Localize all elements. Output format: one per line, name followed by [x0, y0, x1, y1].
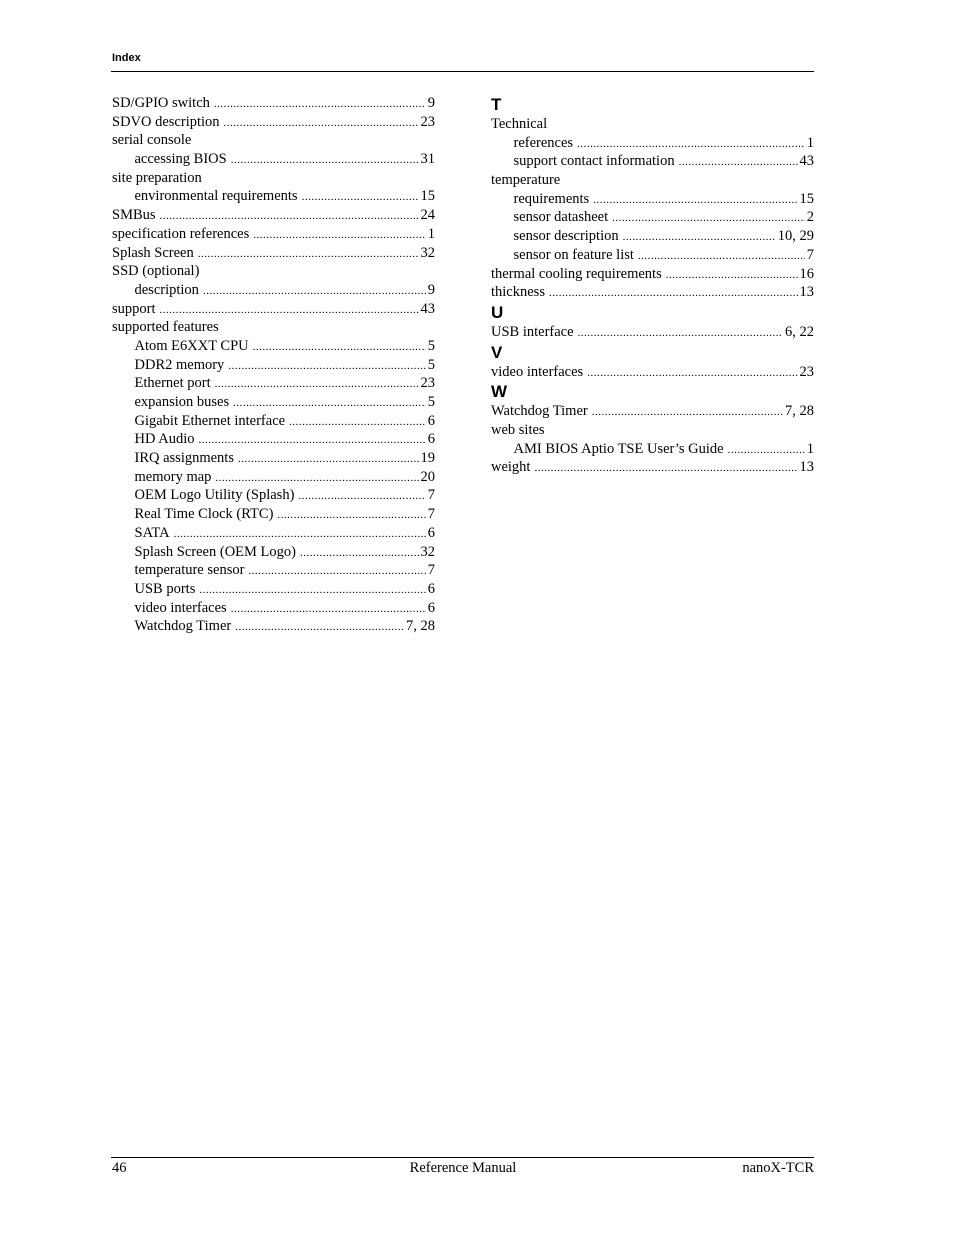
- index-page-ref: 6: [427, 412, 435, 429]
- dot-leader: [728, 441, 805, 460]
- index-subentry: [112, 374, 435, 393]
- index-entry: [112, 113, 435, 132]
- index-subentry: [112, 617, 435, 636]
- index-term: HD Audio: [134, 431, 195, 448]
- index-entry: [491, 458, 814, 477]
- index-subentry: [112, 356, 435, 375]
- index-term: sensor description: [513, 228, 619, 245]
- index-term: temperature sensor: [134, 562, 245, 579]
- dot-leader: [215, 375, 419, 394]
- index-entry: [491, 323, 814, 342]
- index-term: expansion buses: [134, 394, 230, 410]
- index-term: SMBus: [112, 207, 156, 224]
- index-entry: [491, 363, 814, 382]
- index-subentry: [112, 393, 435, 412]
- index-subentry: [112, 580, 435, 599]
- index-page-ref: 24: [420, 207, 435, 224]
- footer-rule: [111, 1157, 814, 1158]
- index-heading-term: temperature: [491, 172, 561, 189]
- index-entry: [491, 402, 814, 421]
- index-entry: [112, 206, 435, 225]
- dot-leader: [248, 562, 425, 581]
- dot-leader: [587, 364, 797, 383]
- index-entry: [112, 300, 435, 319]
- index-subentry: [112, 412, 435, 431]
- dot-leader: [203, 282, 426, 301]
- index-subentry: [491, 440, 814, 459]
- index-subentry: [112, 468, 435, 487]
- index-page-ref: 6: [427, 431, 435, 448]
- index-page-ref: 32: [420, 543, 435, 560]
- index-heading-term: SSD (optional): [112, 263, 200, 280]
- index-entry: [112, 225, 435, 244]
- index-subentry: [112, 337, 435, 356]
- index-term: thermal cooling requirements: [491, 265, 662, 282]
- index-term: specification references: [112, 225, 250, 242]
- index-page-ref: 9: [427, 281, 435, 298]
- index-term: IRQ assignments: [134, 450, 234, 467]
- dot-leader: [623, 228, 776, 247]
- index-subentry: [112, 281, 435, 300]
- index-term: sensor datasheet: [513, 209, 609, 226]
- index-page-ref: 6: [427, 580, 435, 597]
- index-subentry: [491, 190, 814, 209]
- index-page-ref: 23: [799, 363, 814, 380]
- dot-leader: [228, 357, 425, 376]
- index-term: Splash Screen: [112, 244, 194, 261]
- index-subentry: [491, 227, 814, 246]
- index-letter-heading: W: [491, 382, 508, 402]
- dot-leader: [235, 618, 404, 637]
- index-page-ref: 5: [427, 356, 435, 373]
- index-term: weight: [491, 459, 531, 476]
- dot-leader: [277, 506, 425, 525]
- index-subentry: [491, 208, 814, 227]
- index-letter-heading: U: [491, 302, 504, 322]
- dot-leader: [638, 247, 805, 266]
- index-page-ref: 7: [427, 562, 435, 579]
- index-subentry: [112, 505, 435, 524]
- index-page-ref: 7: [806, 246, 814, 263]
- dot-leader: [174, 525, 426, 544]
- index-entry: [112, 244, 435, 263]
- index-page-ref: 6, 22: [785, 323, 814, 340]
- index-page-ref: 16: [799, 265, 814, 282]
- dot-leader: [198, 245, 419, 264]
- dot-leader: [214, 95, 426, 114]
- index-subentry: [112, 524, 435, 543]
- index-entry: [491, 283, 814, 302]
- index-term: USB ports: [134, 580, 196, 597]
- index-page-ref: 9: [427, 95, 435, 111]
- index-page-ref: 32: [420, 244, 435, 261]
- index-page-ref: 6: [427, 599, 435, 616]
- index-subentry: [112, 543, 435, 562]
- index-column-left: [112, 94, 435, 636]
- index-page-ref: 43: [799, 153, 814, 170]
- index-term: video interfaces: [491, 363, 584, 380]
- index-page-ref: 1: [806, 134, 814, 151]
- index-page-ref: 5: [427, 337, 435, 354]
- index-term: memory map: [134, 468, 212, 485]
- index-page-ref: 43: [420, 300, 435, 317]
- index-term: SATA: [134, 524, 170, 541]
- footer-product-name: nanoX-TCR: [742, 1160, 814, 1176]
- index-subentry: [112, 187, 435, 206]
- index-page-ref: 13: [799, 459, 814, 476]
- dot-leader: [253, 338, 426, 357]
- index-page-ref: 7: [427, 506, 435, 523]
- index-page-ref: 1: [427, 225, 435, 242]
- dot-leader: [199, 581, 425, 600]
- index-term: Gigabit Ethernet interface: [134, 412, 286, 429]
- index-subentry: [112, 430, 435, 449]
- dot-leader: [231, 151, 419, 170]
- index-page-ref: 10, 29: [777, 228, 814, 245]
- dot-leader: [199, 431, 426, 450]
- index-term: OEM Logo Utility (Splash): [134, 487, 295, 504]
- index-heading-term: site preparation: [112, 169, 202, 186]
- footer-page-number: 46: [112, 1160, 127, 1176]
- index-subentry: [112, 150, 435, 169]
- index-term: environmental requirements: [134, 188, 298, 205]
- index-term: requirements: [513, 190, 590, 207]
- index-subentry: [112, 449, 435, 468]
- dot-leader: [233, 394, 426, 413]
- dot-leader: [298, 487, 425, 506]
- index-term: references: [513, 134, 574, 151]
- index-term: sensor on feature list: [513, 246, 634, 263]
- index-page-ref: 7: [427, 487, 435, 504]
- index-term: support contact information: [513, 153, 675, 170]
- index-term: Real Time Clock (RTC): [134, 506, 274, 523]
- dot-leader: [224, 114, 419, 133]
- dot-leader: [592, 403, 783, 422]
- index-entry: [112, 94, 435, 113]
- dot-leader: [289, 413, 426, 432]
- index-page-ref: 1: [806, 440, 814, 457]
- dot-leader: [612, 209, 805, 228]
- index-heading-term: Technical: [491, 116, 548, 132]
- dot-leader: [302, 188, 419, 207]
- index-subentry: [112, 599, 435, 618]
- index-subentry: [491, 152, 814, 171]
- dot-leader: [300, 544, 419, 563]
- index-page-ref: 15: [799, 190, 814, 207]
- index-page-ref: 2: [806, 209, 814, 226]
- index-term: video interfaces: [134, 599, 227, 616]
- dot-leader: [238, 450, 419, 469]
- dot-leader: [215, 469, 418, 488]
- dot-leader: [593, 191, 797, 210]
- index-term: Watchdog Timer: [134, 618, 232, 635]
- index-subentry: [491, 134, 814, 153]
- dot-leader: [253, 226, 425, 245]
- index-entry: [491, 265, 814, 284]
- index-term: accessing BIOS: [134, 151, 227, 168]
- footer-manual-title: Reference Manual: [409, 1160, 517, 1176]
- index-term: SDVO description: [112, 113, 220, 130]
- index-page-ref: 5: [427, 394, 435, 410]
- index-term: Splash Screen (OEM Logo): [134, 543, 296, 560]
- index-page-ref: 15: [420, 188, 435, 205]
- dot-leader: [549, 284, 798, 303]
- index-term: Atom E6XXT CPU: [134, 337, 249, 354]
- index-page-ref: 19: [420, 450, 435, 467]
- dot-leader: [160, 207, 419, 226]
- index-page-ref: 13: [799, 284, 814, 301]
- index-term: Ethernet port: [134, 375, 211, 392]
- index-term: Watchdog Timer: [491, 403, 588, 420]
- dot-leader: [577, 135, 805, 154]
- index-term: DDR2 memory: [134, 356, 225, 373]
- index-term: SD/GPIO switch: [112, 95, 210, 111]
- index-heading-term: serial console: [112, 132, 192, 149]
- index-term: USB interface: [491, 323, 574, 340]
- index-subentry: [112, 561, 435, 580]
- dot-leader: [666, 266, 798, 285]
- index-page-ref: 20: [420, 468, 435, 485]
- index-letter-heading: V: [491, 342, 503, 362]
- index-term: AMI BIOS Aptio TSE User’s Guide: [513, 440, 724, 457]
- index-page-ref: 6: [427, 524, 435, 541]
- index-term: thickness: [491, 284, 545, 301]
- index-page-ref: 23: [420, 375, 435, 392]
- index-term: support: [112, 300, 156, 317]
- index-page-ref: 23: [420, 113, 435, 130]
- index-page-ref: 7, 28: [785, 403, 814, 420]
- index-heading-term: web sites: [491, 421, 545, 438]
- index-heading-term: supported features: [112, 319, 219, 336]
- index-letter-heading: T: [491, 95, 502, 114]
- index-subentry: [112, 486, 435, 505]
- header-rule: [111, 71, 814, 72]
- index-column-right: [491, 94, 814, 477]
- dot-leader: [160, 301, 419, 320]
- index-page-ref: 31: [420, 151, 435, 168]
- dot-leader: [231, 600, 426, 619]
- index-subentry: [491, 246, 814, 265]
- index-page-ref: 7, 28: [406, 618, 435, 635]
- dot-leader: [578, 324, 783, 343]
- dot-leader: [679, 153, 798, 172]
- section-title: Index: [112, 52, 141, 64]
- index-term: description: [134, 281, 199, 298]
- dot-leader: [534, 459, 797, 478]
